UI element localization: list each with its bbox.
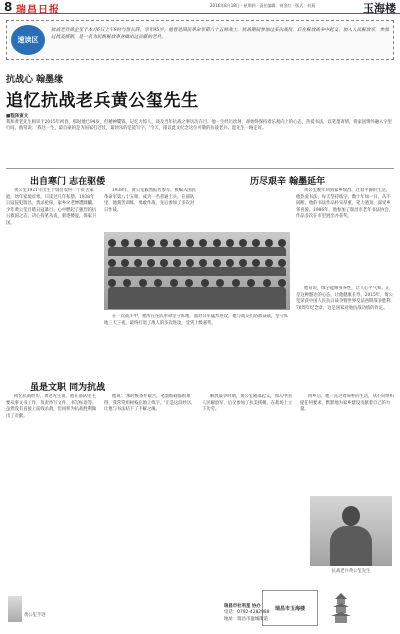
person-head — [154, 279, 162, 287]
section-3-col-2 — [104, 394, 196, 626]
person-head — [134, 259, 142, 267]
person-head — [226, 239, 234, 247]
section-1-col-3-text: 在一次战斗中，他所在连队奉命坚守阵地，面对日军猛烈进攻，他与战友们浴血奋战，坚守阵地三天三夜，最终打退了敌人的多次进攻，受到上级嘉奖。 — [104, 314, 289, 326]
section-2-col-2 — [296, 286, 394, 378]
person-head — [147, 239, 155, 247]
section-2-col-1 — [296, 188, 394, 282]
date-line: 2016年8月18日 · 星期四 · 责任编辑：何金红 · 版式：何燕 — [210, 3, 316, 8]
person-head — [199, 239, 207, 247]
person-head — [160, 259, 168, 267]
person-head — [147, 259, 155, 267]
section-3-col-3-text: 解放战争时期，黄公玺随部起义，加入中国人民解放军，后又参加了抗美援朝，在战场上立下功劳。 — [202, 394, 293, 413]
person-head — [263, 279, 271, 287]
person-head — [278, 279, 286, 287]
person-head — [121, 239, 129, 247]
masthead: 瑞昌日报 — [16, 5, 60, 16]
person-head — [185, 279, 193, 287]
person-head — [160, 239, 168, 247]
section-3-col-3 — [202, 394, 294, 584]
person-head — [232, 279, 240, 287]
photo-row-back — [108, 238, 286, 256]
section-1-col-1 — [6, 188, 98, 354]
section-3-title: 虽是文职 同为抗战 — [30, 383, 106, 393]
row-bodies — [108, 267, 286, 276]
person-head — [226, 259, 234, 267]
portrait-body — [330, 526, 372, 566]
section-1-col-2-text: 1938年，黄公玺毅然报名参军，被编入国民革命军第八十五师，成为一名普通士兵。在部队里，他刻苦训练，勇敢作战，先后参加了多次对日作战。 — [104, 188, 196, 213]
section-3-col-4 — [300, 394, 394, 492]
photo-row-middle — [108, 258, 286, 276]
row-bodies — [108, 247, 286, 256]
person-head — [108, 259, 116, 267]
person-head — [170, 279, 178, 287]
section-2-title: 历尽艰辛 翰墨延年 — [250, 177, 326, 187]
sketch-caption: 黄公玺手迹 — [24, 613, 46, 618]
portrait-photo — [310, 496, 392, 566]
person-head — [278, 239, 286, 247]
section-1-col-2 — [104, 188, 196, 230]
person-head — [265, 259, 273, 267]
portrait-caption: 抗战老兵黄公玺先生 — [331, 569, 371, 574]
person-head — [265, 239, 273, 247]
person-head — [186, 259, 194, 267]
portrait-head — [342, 506, 360, 526]
section-3-col-2-text: 他说：'那时候条件艰苦，笔墨纸砚都很难得，我常常用树枝在地上练字。'正是这段经历，让他与书法结下了不解之缘。 — [104, 394, 196, 413]
article-byline: ■程泽寅文 — [6, 114, 29, 119]
footer-credit-line-2: 电话：0792-4282988 — [224, 610, 270, 616]
person-head — [239, 239, 247, 247]
page-number: 8 — [4, 0, 13, 14]
article-lead: 我和黄老先生相识于2015年初春，那时他已94岁，但精神矍铄，记忆力惊人，谈及当年抗战之事历历在目。他一生经历坎坷，却始终保持着乐观向上的心态，热爱书法，以笔墨寄情，将家国情怀融入字里行间。他常说：'我这一生，最自豪的是为国家打过仗，最快乐的是能写字。'今天，谨以此文纪念这位可敬的抗战老兵。愿先生一路走好。 — [6, 120, 392, 132]
group-photo — [104, 232, 290, 310]
section-3-col-4-text: 回乡后，他一直过着简朴的生活，从不向组织提任何要求，默默地为家乡建设贡献着自己的力量。 — [300, 394, 394, 413]
handwriting-sketch — [8, 596, 22, 622]
section-1-title: 出自寒门 志在驱倭 — [30, 177, 106, 187]
person-head — [252, 239, 260, 247]
person-head — [199, 259, 207, 267]
person-head — [201, 279, 209, 287]
article-kicker: 抗战心 翰墨缘 — [6, 75, 64, 85]
person-head — [278, 259, 286, 267]
footer-logo: 瑞昌市玉海楼 — [262, 590, 318, 626]
person-head — [186, 239, 194, 247]
person-head — [216, 279, 224, 287]
footer-credit — [224, 604, 270, 623]
person-head — [247, 279, 255, 287]
person-head — [108, 279, 116, 287]
person-head — [108, 239, 116, 247]
footer-credit-line-1: 瑞昌市杜利星 协办 — [224, 604, 261, 609]
pagoda-icon — [326, 592, 356, 624]
person-head — [213, 239, 221, 247]
section-name: 玉海楼 — [363, 2, 396, 15]
person-head — [252, 259, 260, 267]
person-head — [139, 279, 147, 287]
person-head — [213, 259, 221, 267]
section-1-col-3 — [104, 314, 290, 378]
person-head — [121, 259, 129, 267]
footer-credit-line-3: 地址：瑞昌市湓城街道 — [224, 616, 268, 622]
divider — [6, 168, 394, 169]
person-head — [123, 279, 131, 287]
article-headline: 追忆抗战老兵黄公玺先生 — [6, 91, 199, 111]
intro-box — [6, 20, 394, 60]
section-3-col-1-text: 回忆抗战经历，黄老先生说，他在部队里主要从事文书工作，负责抄写文件、书写标语等。虽然没有直接上前线杀敌，但同样为抗战胜利做出了贡献。 — [6, 394, 97, 419]
section-3-col-1 — [6, 394, 98, 590]
person-head — [134, 239, 142, 247]
intro-badge: 速读区 — [11, 25, 45, 55]
section-2-col-2-text: 他常说，练字能修身养性，让人心平气和。正是这种豁达的心态，让他健康长寿。2015年，黄公玺荣获中国人民抗日战争暨世界反法西斯战争胜利70周年纪念章，这是国家对他抗战功绩的肯定。 — [296, 286, 393, 311]
person-head — [173, 239, 181, 247]
photo-row-front — [108, 278, 286, 296]
section-2-col-1-text: 黄公玺晚年回到家乡瑞昌，过着平静的生活。他热爱书法，每天坚持练字，数十年如一日，从不间断。他的书法作品朴实厚重，笔力遒劲，深受乡邻喜爱。1986年，他参加了瑞昌市老年书法协会，作品多次在市里展出并获奖。 — [296, 188, 393, 220]
page-header — [0, 0, 400, 14]
intro-text: 抗战老兵黄企玺于本月6日上午9时与世长辞，享年95岁。他曾是国民革命军第八十五师战士，抗战期间参加过多次战役，后在解放战争中起义，加入人民解放军，参加过抗美援朝，是一名为民族解放事业做出过贡献的老兵。 — [51, 28, 389, 40]
section-1-col-1-text: 黄公玺1921年出生于瑞昌农村一个贫苦家庭，幼年家境贫寒，只读过几年私塾。1938年日寇侵犯瑞昌，烧杀抢掠，家乡父老惨遭蹂躏。少年黄公玺目睹日寇暴行，心中燃起了强烈的抗日救国之志，决心投笔从戎，驱逐倭寇，保家卫国。 — [6, 188, 97, 226]
row-bodies — [108, 287, 286, 309]
person-head — [173, 259, 181, 267]
person-head — [239, 259, 247, 267]
